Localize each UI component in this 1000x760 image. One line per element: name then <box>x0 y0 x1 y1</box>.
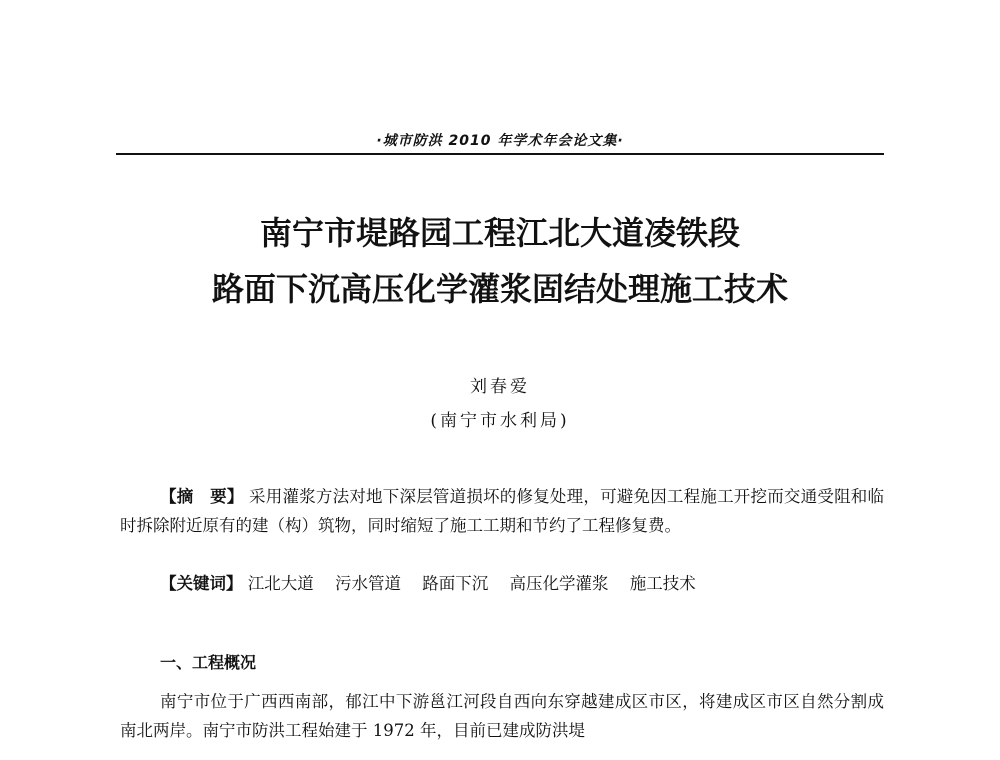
keyword-item: 高压化学灌浆 <box>509 574 609 593</box>
author-affiliation: (南宁市水利局) <box>430 411 570 431</box>
keyword-item: 污水管道 <box>335 574 401 593</box>
author-name: 刘春爱 <box>470 377 530 397</box>
body-paragraph: 南宁市位于广西西南部，郁江中下游邕江河段自西向东穿越建成区市区，将建成区市区自然分割成南北两岸。南宁市防洪工程始建于 1972 年，目前已建成防洪堤 <box>120 692 884 740</box>
section-heading: 一、工程概况 <box>160 653 257 672</box>
paper-title-line-1: 南宁市堤路园工程江北大道凌铁段 <box>259 214 740 252</box>
abstract-label: 【摘 要】 <box>160 487 244 506</box>
header-rule <box>116 153 884 155</box>
abstract <box>120 482 884 540</box>
keywords-label: 【关键词】 <box>160 574 243 593</box>
running-header: ·城市防洪 2010 年学术年会论文集· <box>376 133 624 149</box>
abstract-text: 采用灌浆方法对地下深层管道损坏的修复处理，可避免因工程施工开挖而交通受阻和临时拆除附近原有的建（构）筑物，同时缩短了施工工期和节约了工程修复费。 <box>120 487 885 535</box>
paper-title-line-2: 路面下沉高压化学灌浆固结处理施工技术 <box>211 270 788 308</box>
keyword-item: 施工技术 <box>629 574 696 593</box>
keyword-item: 江北大道 <box>247 574 314 593</box>
keywords <box>160 569 712 598</box>
keyword-item: 路面下沉 <box>422 574 489 593</box>
